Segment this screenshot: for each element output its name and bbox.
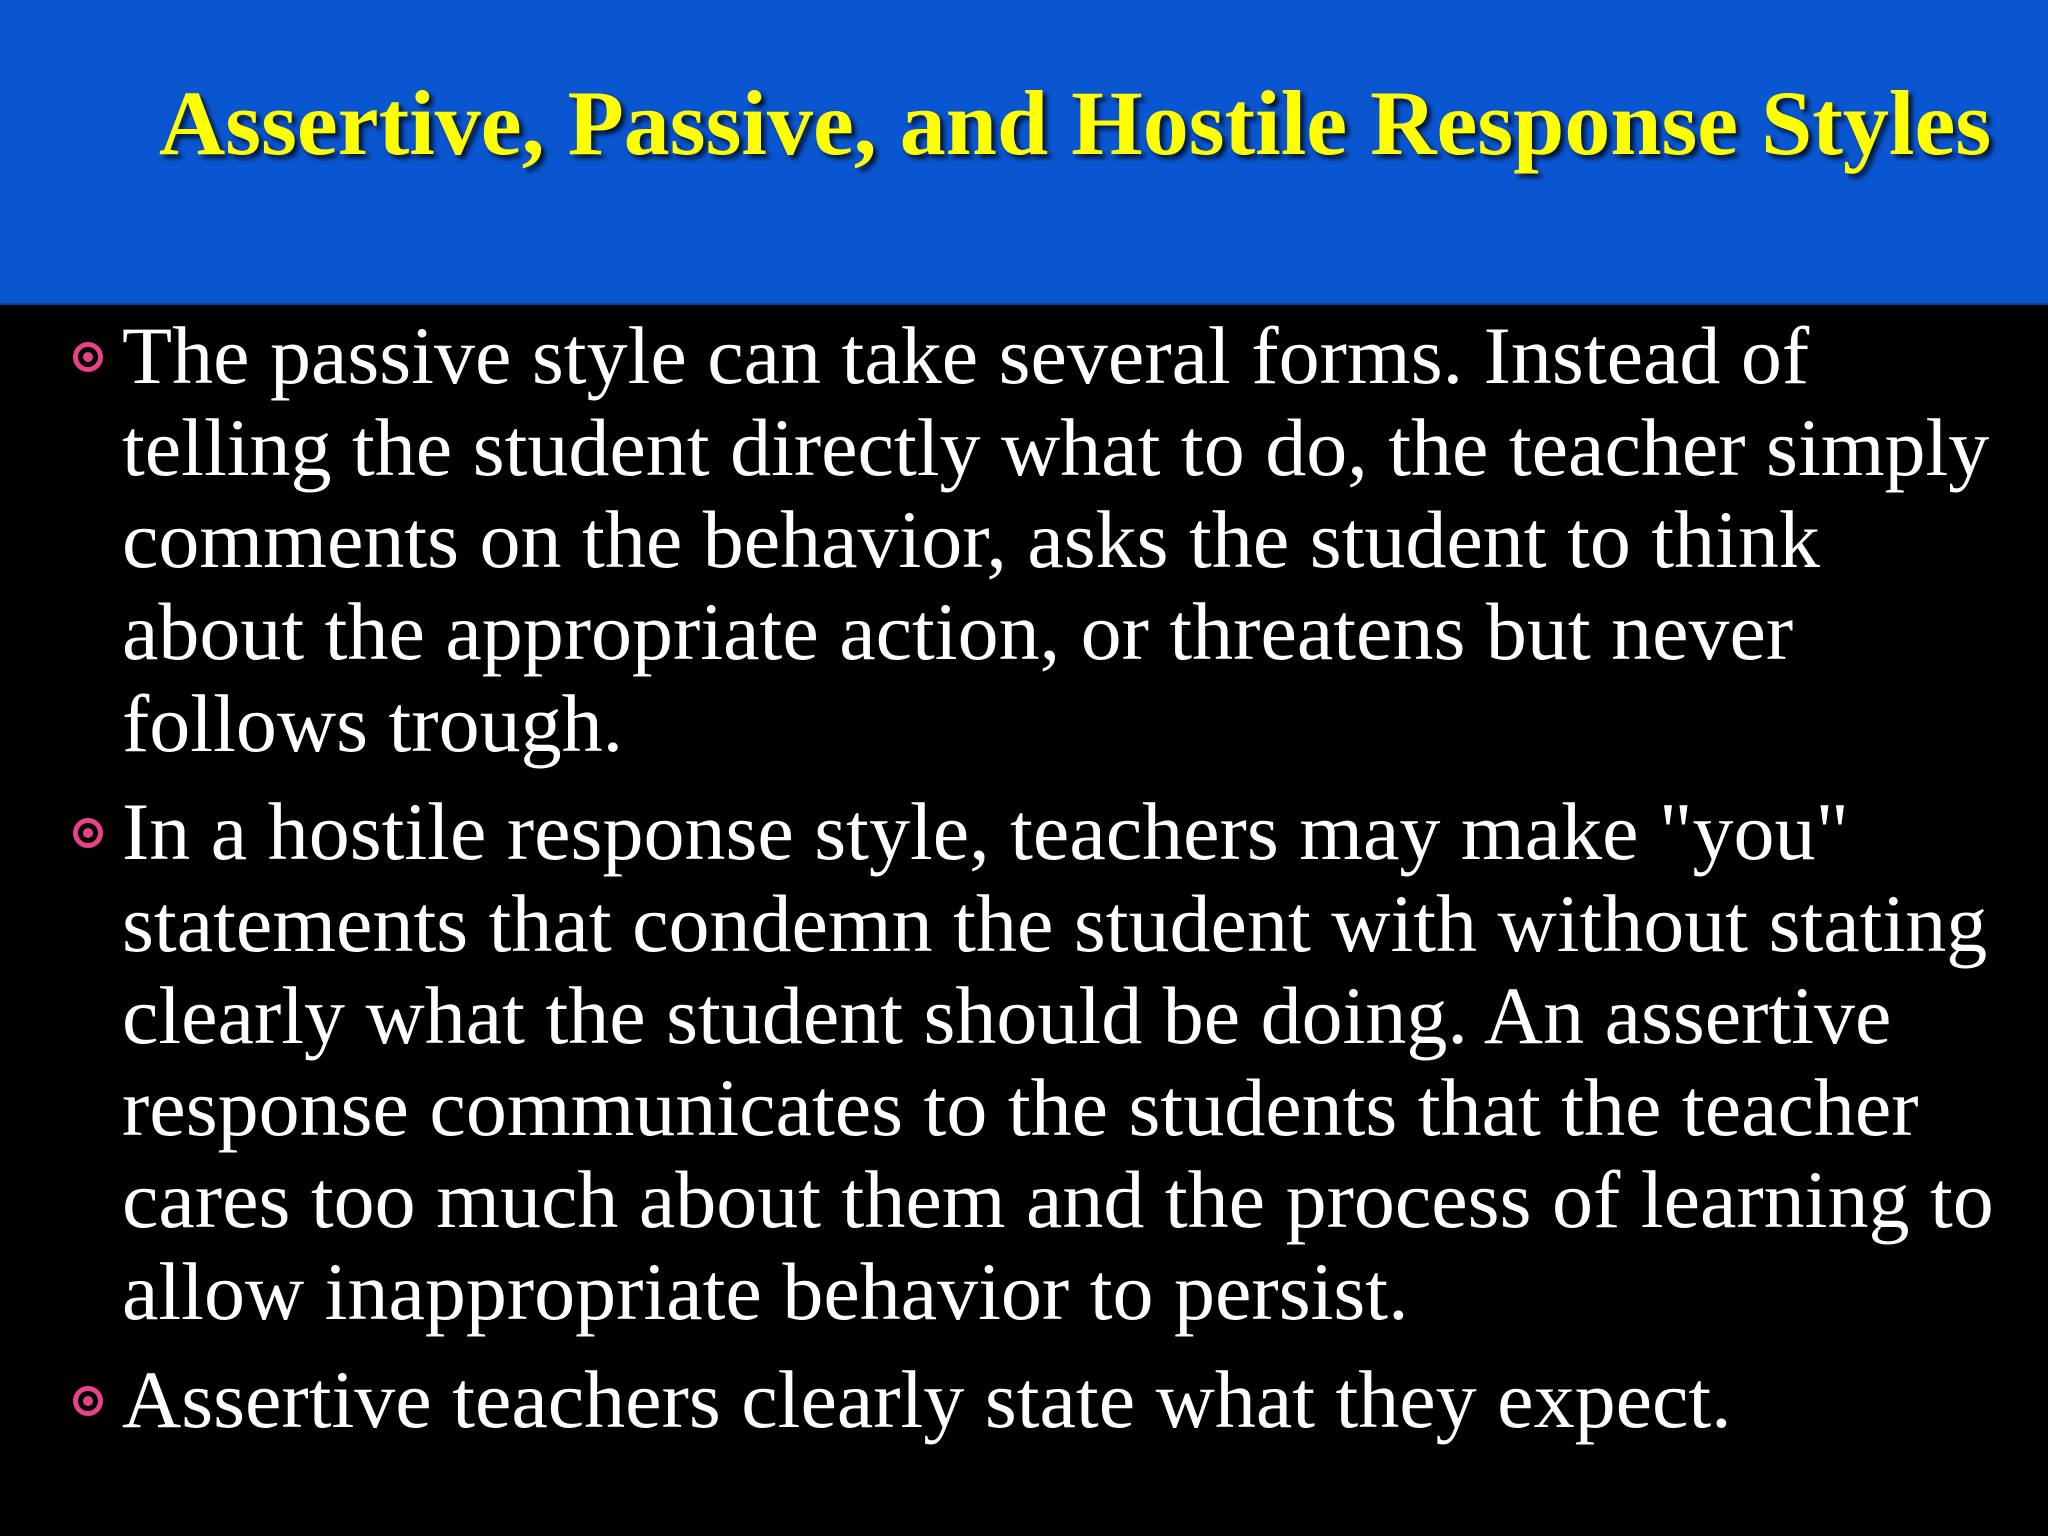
circled-dot-icon — [73, 818, 103, 848]
bullet-text: Assertive teachers clearly state what they expect. — [122, 1354, 1732, 1445]
circled-dot-icon — [73, 342, 103, 372]
bullet-item — [0, 786, 2048, 1338]
bullet-text: In a hostile response style, teachers may make "you" statements that condemn the student with without stating clearly what the student should be doing. An assertive response communicates to the students that the teacher cares too much about them and the process of learning to allow inappropriate behavior to persist. — [122, 786, 1994, 1337]
bullet-list — [0, 310, 2048, 1446]
circled-dot-icon — [73, 1386, 103, 1416]
bullet-text: The passive style can take several forms. Instead of telling the student directly what to do, the teacher simply comments on the behavior, asks the student to think about the appropriate action, or threatens but never follows trough. — [122, 310, 1990, 769]
bullet-item — [0, 1354, 2048, 1446]
slide-title: Assertive, Passive, and Hostile Response Styles — [158, 72, 1992, 174]
bullet-item — [0, 310, 2048, 770]
title-bar — [0, 0, 2048, 305]
